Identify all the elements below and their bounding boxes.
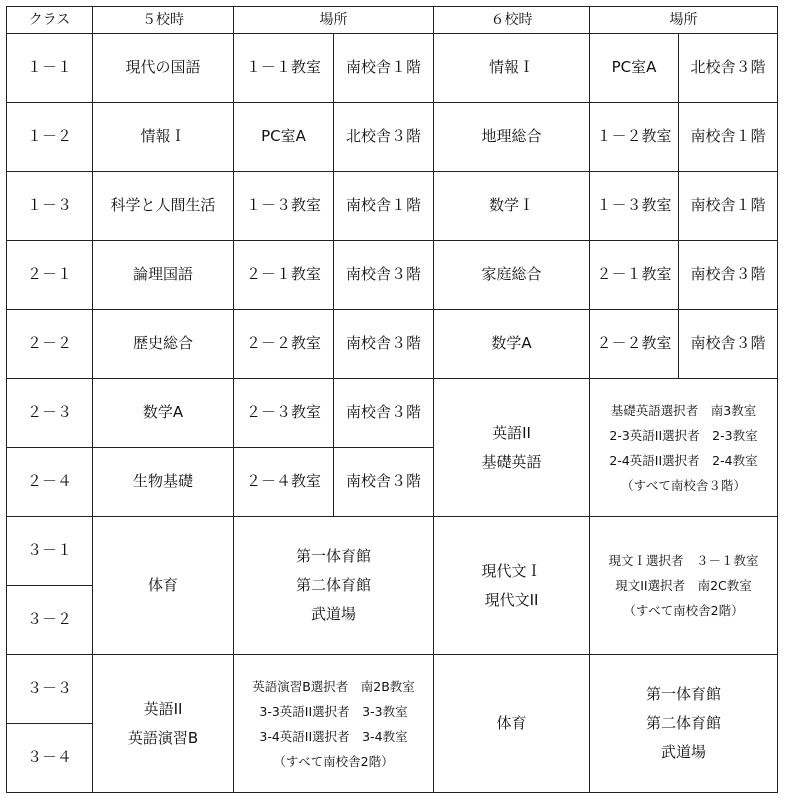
period5-building: 南校舎３階 bbox=[334, 241, 434, 310]
period5-room: １－１教室 bbox=[234, 34, 334, 103]
period5-subject: 現代の国語 bbox=[93, 34, 234, 103]
table-row bbox=[7, 34, 778, 103]
header-period6: ６校時 bbox=[434, 7, 590, 34]
period5-subject-group-3-1-2: 体育 bbox=[93, 517, 234, 655]
period6-subject: 情報Ｉ bbox=[434, 34, 590, 103]
table-row bbox=[7, 310, 778, 379]
period6-subject-group-3-3-4: 体育 bbox=[434, 655, 590, 793]
period5-room: ２－２教室 bbox=[234, 310, 334, 379]
class-cell: １－１ bbox=[7, 34, 93, 103]
period5-subject-group-3-3-4: 英語II 英語演習B bbox=[93, 655, 234, 793]
class-cell: ３－３ bbox=[7, 655, 93, 724]
period6-room: ２－２教室 bbox=[590, 310, 679, 379]
period6-place-group-3-1-2: 現文Ｉ選択者 ３－１教室 現文II選択者 南2C教室 （すべて南校舎2階） bbox=[590, 517, 778, 655]
period6-building: 南校舎１階 bbox=[679, 172, 778, 241]
period5-building: 北校舎３階 bbox=[334, 103, 434, 172]
class-cell: １－３ bbox=[7, 172, 93, 241]
period6-room: １－３教室 bbox=[590, 172, 679, 241]
header-period5: ５校時 bbox=[93, 7, 234, 34]
period6-room: ２－１教室 bbox=[590, 241, 679, 310]
period5-subject: 論理国語 bbox=[93, 241, 234, 310]
class-cell: ２－３ bbox=[7, 379, 93, 448]
period6-building: 南校舎１階 bbox=[679, 103, 778, 172]
class-cell: ３－１ bbox=[7, 517, 93, 586]
period5-room: PC室A bbox=[234, 103, 334, 172]
period6-subject: 数学Ｉ bbox=[434, 172, 590, 241]
period5-building: 南校舎３階 bbox=[334, 310, 434, 379]
period6-subject: 数学A bbox=[434, 310, 590, 379]
table-row bbox=[7, 517, 778, 586]
period6-building: 北校舎３階 bbox=[679, 34, 778, 103]
class-cell: １－２ bbox=[7, 103, 93, 172]
schedule-table bbox=[6, 6, 778, 793]
period5-building: 南校舎１階 bbox=[334, 34, 434, 103]
period5-building: 南校舎１階 bbox=[334, 172, 434, 241]
period5-subject: 数学A bbox=[93, 379, 234, 448]
period6-room: PC室A bbox=[590, 34, 679, 103]
period6-building: 南校舎３階 bbox=[679, 241, 778, 310]
period5-building: 南校舎３階 bbox=[334, 448, 434, 517]
period5-subject: 科学と人間生活 bbox=[93, 172, 234, 241]
period5-subject: 歴史総合 bbox=[93, 310, 234, 379]
period5-building: 南校舎３階 bbox=[334, 379, 434, 448]
period6-place-group-3-3-4: 第一体育館 第二体育館 武道場 bbox=[590, 655, 778, 793]
table-row bbox=[7, 379, 778, 448]
table-row bbox=[7, 103, 778, 172]
table-row bbox=[7, 241, 778, 310]
period6-subject-group-2-3-4: 英語II 基礎英語 bbox=[434, 379, 590, 517]
header-place6: 場所 bbox=[590, 7, 778, 34]
period6-room: １－２教室 bbox=[590, 103, 679, 172]
period6-subject-group-3-1-2: 現代文Ｉ 現代文II bbox=[434, 517, 590, 655]
header-class: クラス bbox=[7, 7, 93, 34]
period5-room: ２－１教室 bbox=[234, 241, 334, 310]
header-place5: 場所 bbox=[234, 7, 434, 34]
period6-subject: 地理総合 bbox=[434, 103, 590, 172]
header-row bbox=[7, 7, 778, 34]
period5-room: １－３教室 bbox=[234, 172, 334, 241]
period6-place-group-2-3-4: 基礎英語選択者 南3教室 2-3英語II選択者 2-3教室 2-4英語II選択者 2-4教室 （すべて南校舎３階） bbox=[590, 379, 778, 517]
class-cell: ３－２ bbox=[7, 586, 93, 655]
class-cell: ２－４ bbox=[7, 448, 93, 517]
period5-subject: 情報Ｉ bbox=[93, 103, 234, 172]
period5-place-group-3-3-4: 英語演習B選択者 南2B教室 3-3英語II選択者 3-3教室 3-4英語II選択者 3-4教室 （すべて南校舎2階） bbox=[234, 655, 434, 793]
class-cell: ２－１ bbox=[7, 241, 93, 310]
table-row bbox=[7, 655, 778, 724]
class-cell: ３－４ bbox=[7, 724, 93, 793]
period6-building: 南校舎３階 bbox=[679, 310, 778, 379]
period6-subject: 家庭総合 bbox=[434, 241, 590, 310]
class-cell: ２－２ bbox=[7, 310, 93, 379]
period5-subject: 生物基礎 bbox=[93, 448, 234, 517]
table-row bbox=[7, 172, 778, 241]
period5-room: ２－３教室 bbox=[234, 379, 334, 448]
period5-place-group-3-1-2: 第一体育館 第二体育館 武道場 bbox=[234, 517, 434, 655]
period5-room: ２－４教室 bbox=[234, 448, 334, 517]
